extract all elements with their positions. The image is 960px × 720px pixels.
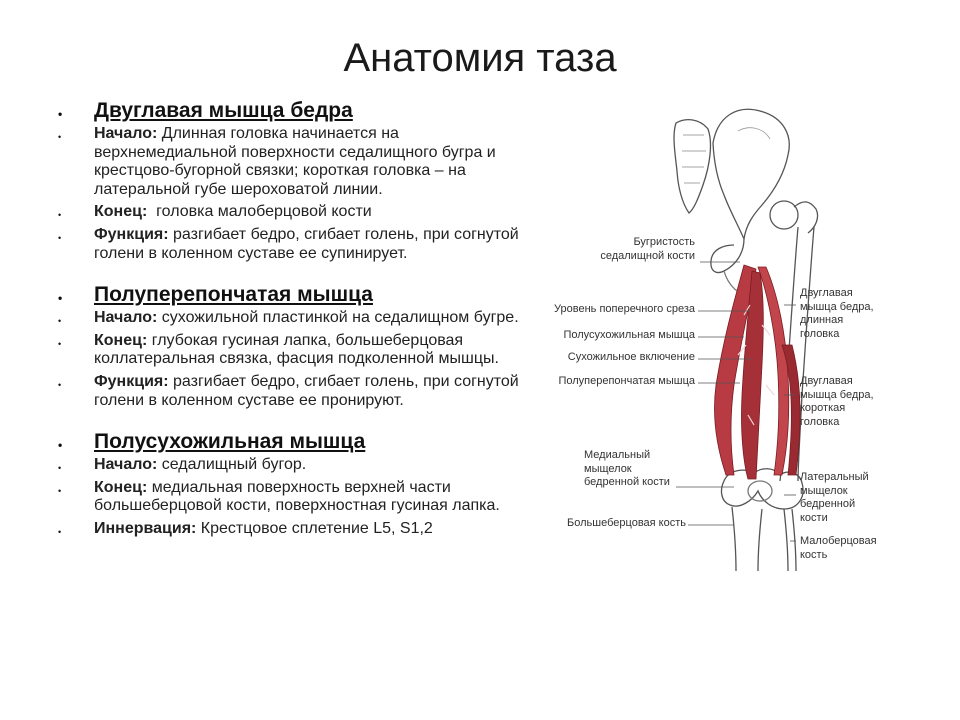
text-column bbox=[58, 98, 528, 558]
list-item: • Иннервация: Крестцовое сплетение L5, S1,2 bbox=[58, 519, 433, 537]
anatomy-figure bbox=[548, 95, 918, 580]
callout-tibia: Большеберцовая кость bbox=[567, 517, 686, 529]
callout-lateral-condyle: Латеральный мыщелок бедренной кости bbox=[800, 471, 869, 524]
list-item: • Начало: Длинная головка начинается на верхнемедиальной поверхности седалищного бугра и крестцово-бугорной связки; короткая головка – на латеральной губе шероховатой линии. bbox=[58, 125, 496, 198]
callout-medial-condyle: Медиальный мыщелок бедренной кости bbox=[584, 449, 670, 488]
iliac-wing-shape bbox=[713, 109, 789, 239]
sacrum-shape bbox=[674, 120, 710, 213]
fibula-shape bbox=[784, 509, 796, 571]
hamstring-muscles bbox=[714, 265, 800, 479]
list-item: • Функция: разгибает бедро, сгибает голень, при согнутой голени в коленном суставе ее пронируют. bbox=[58, 372, 519, 409]
callout-cross-section-level: Уровень поперечного среза bbox=[554, 303, 695, 315]
callout-ischial-tuberosity: Бугристость седалищной кости bbox=[600, 236, 695, 262]
list-item: • Конец: глубокая гусиная лапка, большеберцовая коллатеральная связка, фасция подколенной мышцы. bbox=[58, 331, 499, 368]
callout-fibula: Малоберцовая кость bbox=[800, 535, 877, 561]
section-biceps-femoris bbox=[58, 98, 528, 263]
list-item: • Функция: разгибает бедро, сгибает голень, при согнутой голени в коленном суставе ее супинирует. bbox=[58, 225, 519, 262]
callout-semitendinosus: Полусухожильная мышца bbox=[563, 329, 695, 341]
section-heading: • Полусухожильная мышца bbox=[58, 430, 366, 454]
section-semitendinosus bbox=[58, 429, 528, 538]
section-heading: • Двуглавая мышца бедра bbox=[58, 99, 353, 122]
section-heading: • Полуперепончатая мышца bbox=[58, 283, 373, 307]
list-item: • Конец: головка малоберцовой кости bbox=[58, 203, 372, 221]
section-semimembranosus bbox=[58, 282, 528, 410]
callout-tendinous-inscription: Сухожильное включение bbox=[567, 351, 695, 363]
page-title: Анатомия таза bbox=[343, 36, 617, 80]
list-item: • Начало: сухожильной пластинкой на седалищном бугре. bbox=[58, 309, 519, 327]
callout-semimembranosus: Полуперепончатая мышца bbox=[558, 375, 695, 387]
list-item: • Начало: седалищный бугор. bbox=[58, 456, 307, 474]
list-item: • Конец: медиальная поверхность верхней части большеберцовой кости, поверхностная гусиная лапка. bbox=[58, 478, 500, 515]
tibia-shape bbox=[732, 507, 762, 571]
callout-biceps-long-head: Двуглавая мышца бедра, длинная головка bbox=[800, 287, 874, 340]
callout-biceps-short-head: Двуглавая мышца бедра, короткая головка bbox=[800, 375, 874, 428]
